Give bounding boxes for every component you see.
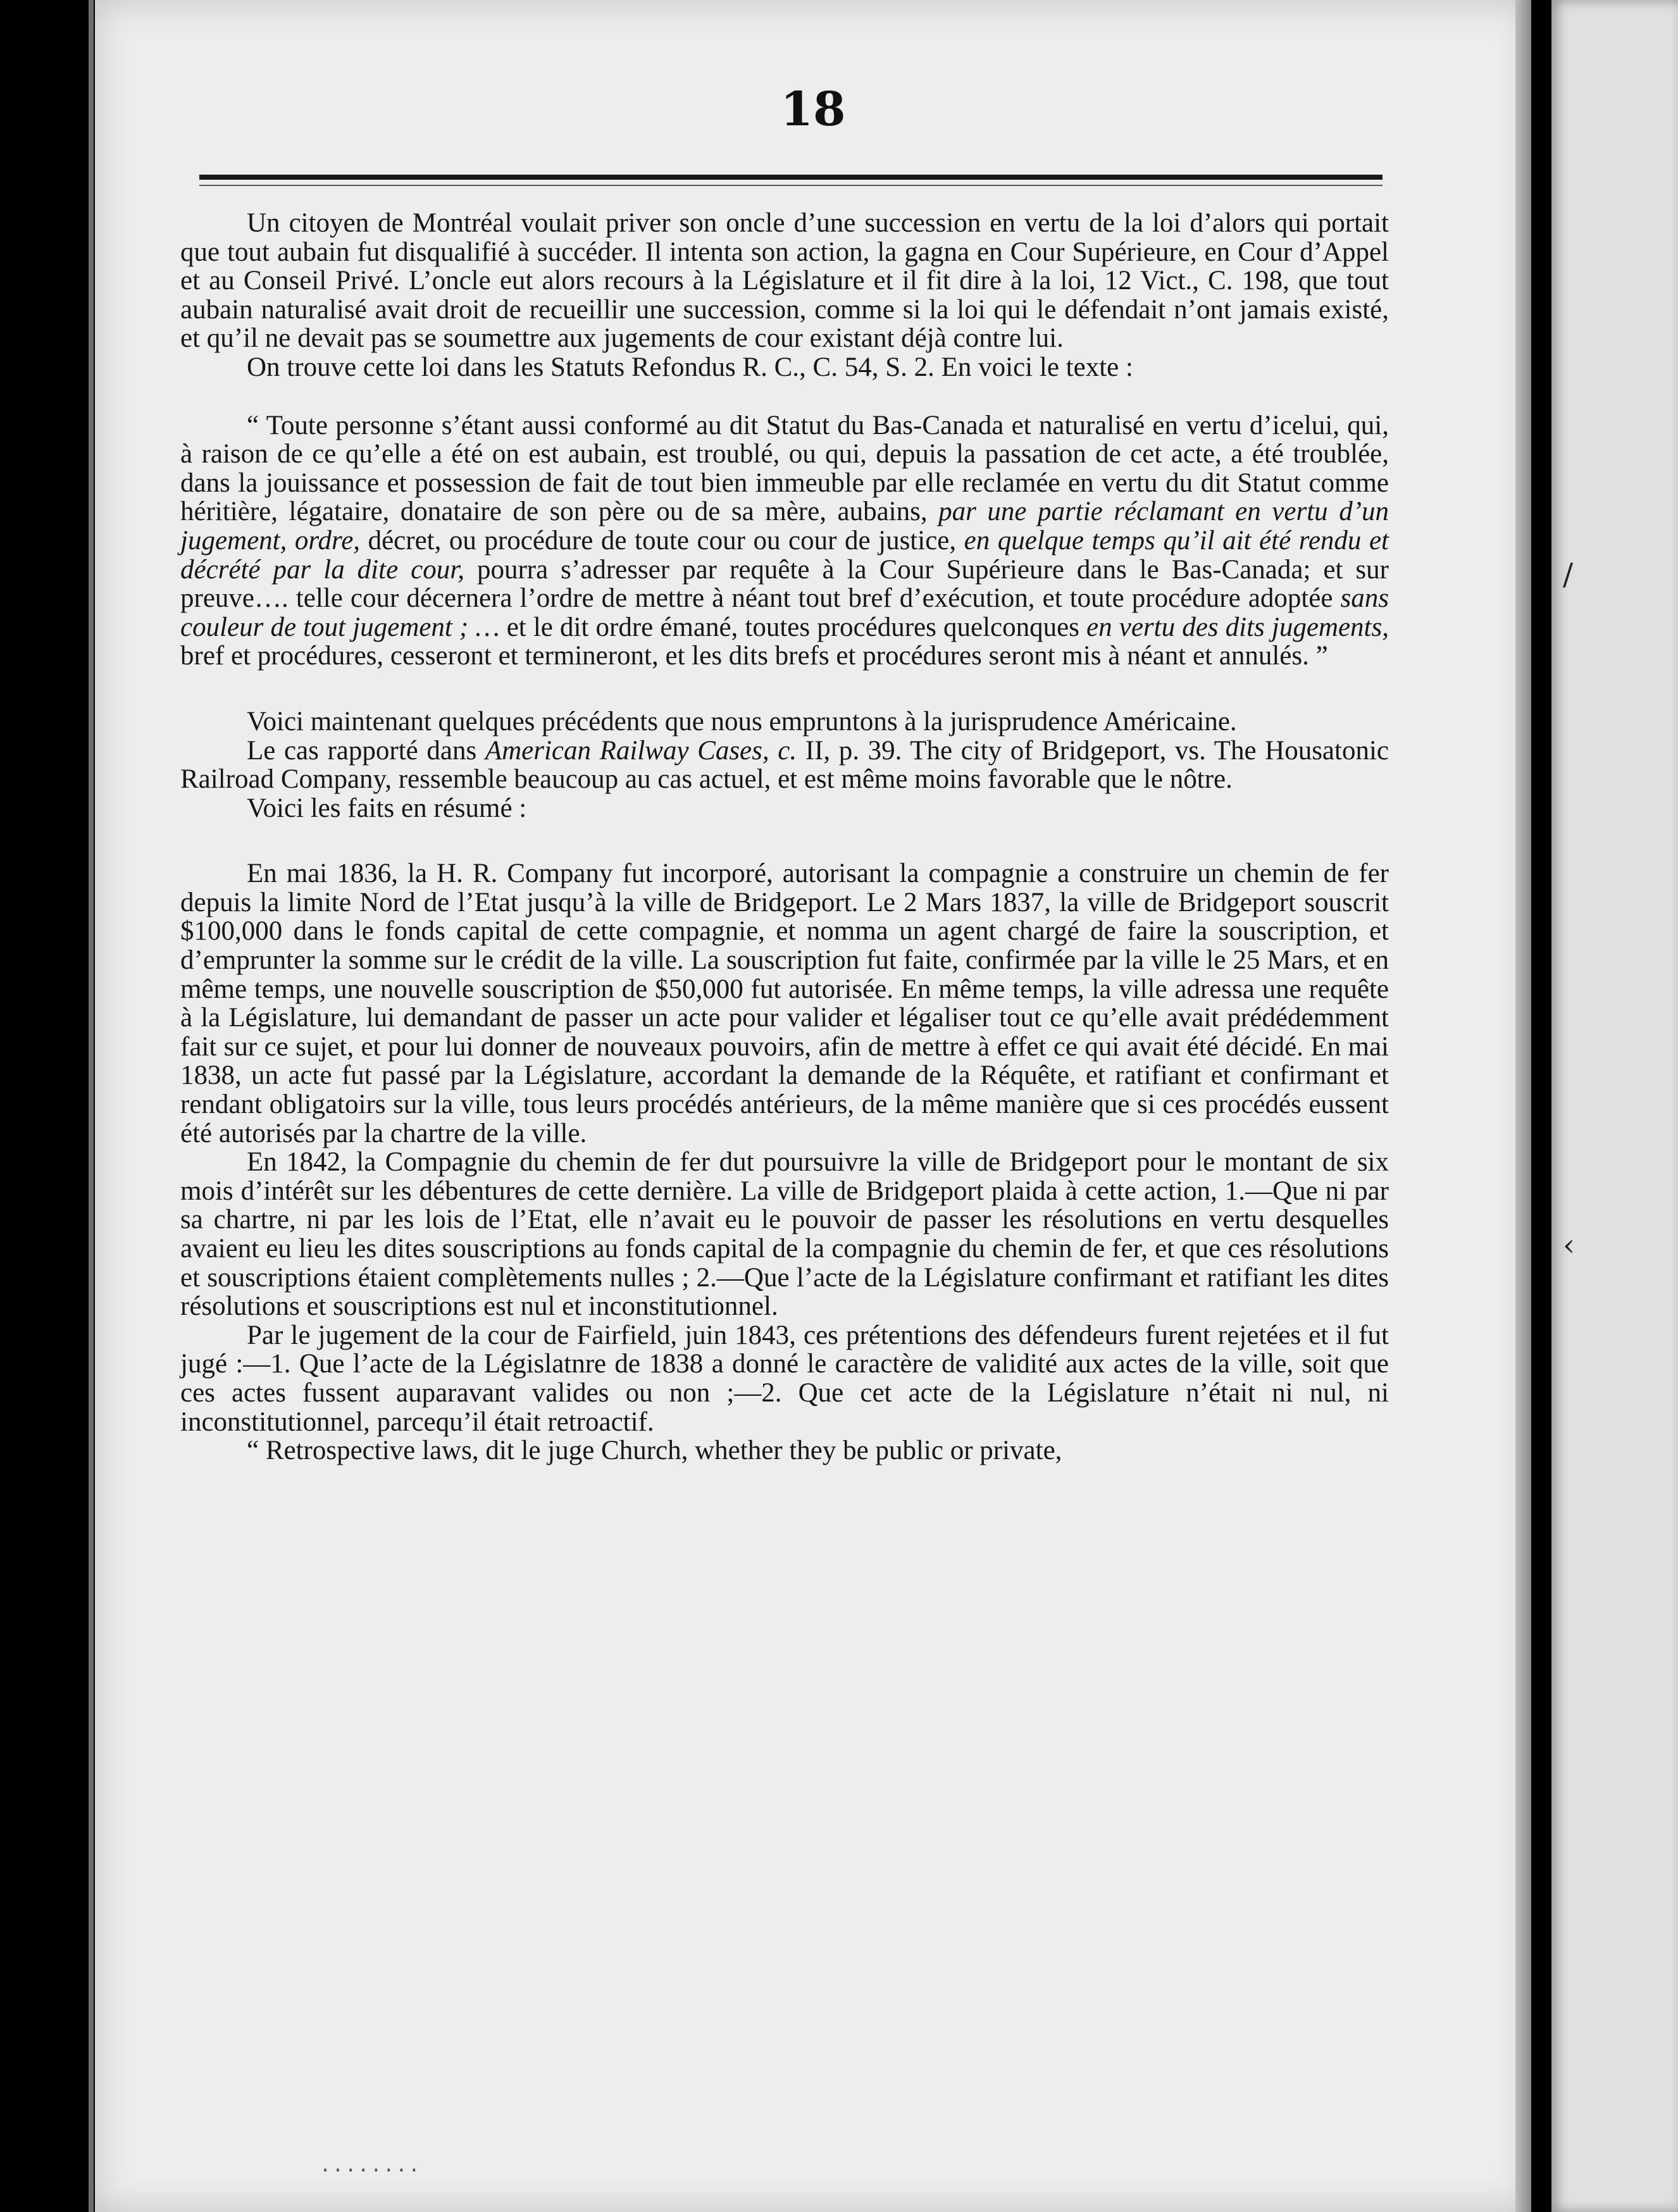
quote-italic-h: en vertu des dits jugements, [1086,612,1389,642]
paragraph-1842: En 1842, la Compagnie du chemin de fer dut poursuivre la ville de Bridgeport pour le montant de six mois d’intérêt sur les débentures de cette dernière. La ville de Bridgeport plaida à cette action, 1.—Que ni par sa chartre, ni par les lois de l’Etat, elle n’avait eu le pouvoir de passer les résolutions en vertu desquelles avaient eu lieu les dites souscriptions au fonds capital de la compagnie du chemin de fer, et que ces résolutions et souscriptions étaient complètements nulles ; 2.—Que l’acte de la Législature confirmant et ratifiant les dites résolutions et souscriptions est nul et inconstitutionnel. [180,1147,1389,1322]
quote-part-c: décret, ou procédure de toute cour ou cour de justice, [368,525,957,556]
adjacent-page-edge [1551,0,1678,2212]
footer-mark: ........ [320,2154,421,2177]
document-page [95,0,1531,2212]
railway-part-c: II, p. 39. The city of Bridgeport, vs. The Housatonic Railroad Company, ressemble beaucoup au cas actuel, et est même moins favorable que le nôtre. [180,735,1389,795]
quote-part-i: bref et procédures, cesseront et termineront, et les dits brefs et procédures seront mis à néant et annulés. ” [180,641,1328,671]
paragraph-church: “ Retrospective laws, dit le juge Church, whether they be public or private, [247,1436,1062,1466]
scan-border-left [0,0,95,2212]
railway-italic: American Railway Cases, c. [485,735,797,766]
quote-part-a: “ Toute personne s’étant aussi conformé au dit Statut du Bas-Canada et naturalisé en vertu d’icelui, qui, à raison de ce qu’elle a été on est aubain, est troublé, ou qui, depuis la passation de cet acte, a été troublée, dans la jouissance et possession de fait de tout bien immeuble par elle reclamée en vertu du dit Statut comme héritière, légataire, donataire de son père ou de sa mère, aubains, [180,410,1389,527]
quote-italic-d: en quelque temps qu’il ait été rendu et décrété par la dite cour, [180,525,1389,585]
quote-italic-b: par une partie réclamant en vertu d’un jugement, ordre, [180,497,1389,556]
margin-mark-slash: / [1563,557,1574,592]
paragraph-1836: En mai 1836, la H. R. Company fut incorporé, autorisant la compagnie a construire un chemin de fer depuis la limite Nord de l’Etat jusqu’à la ville de Bridgeport. Le 2 Mars 1837, la ville de Bridgeport souscrit $100,000 dans le fonds capital de cette compagnie, et nomma un agent chargé de faire la souscription, et d’emprunter la somme sur le crédit de la ville. La souscription fut faite, confirmée par la ville le 25 Mars, et en même temps, une nouvelle souscription de $50,000 fut autorisée. En même temps, la ville adressa une requête à la Législature, lui demandant de passer un acte pour valider et légaliser tout ce qu’elle avait prédédemment fait sur ce sujet, et pour lui donner de nouveaux pouvoirs, afin de mettre à effet ce qui avait été décidé. En mai 1838, un acte fut passé par la Législature, accordant la demande de la Réquête, et ratifiant et confirmant et rendant obligatoirs sur la ville, tous leurs procédés antérieurs, de la même manière que si ces procédés eussent été autorisés par la chartre de la ville. [180,859,1389,1148]
body-text [180,209,1389,1465]
margin-mark-arrow: ‹ [1563,1227,1575,1263]
page-edge-shadow [1515,0,1531,2212]
statute-quote [180,411,1389,671]
paragraph-fairfield: Par le jugement de la cour de Fairfield, juin 1843, ces prétentions des défendeurs furent rejetées et il fut jugé :—1. Que l’acte de la Législatnre de 1838 a donné le caractère de validité aux actes de la ville, soit que ces actes fussent auparavant valides ou non ;—2. Que cet acte de la Législature n’était ni nul, ni inconstitutionnel, parcequ’il était retroactif. [180,1320,1389,1437]
page-number: 18 [780,82,846,137]
quote-italic-f: sans couleur de tout jugement ; … [180,583,1389,642]
paragraph-railway-cases [180,736,1389,794]
quote-part-e: pourra s’adresser par requête à la Cour Supérieure dans le Bas-Canada; et sur preuve…. telle cour décernera l’ordre de mettre à néant tout bref d’exécution, et toute procédure adoptée [180,554,1389,614]
scan-edge-line [89,0,94,2212]
railway-part-a: Le cas rapporté dans [247,735,477,766]
quote-part-g: et le dit ordre émané, toutes procédures quelconques [506,612,1079,642]
paragraph-precedents: Voici maintenant quelques précédents que nous empruntons à la jurisprudence Américaine. [247,706,1237,736]
header-rule [199,175,1383,180]
binding-gutter [1531,0,1551,2212]
header-rule-thin [199,185,1383,186]
paragraph-statuts: On trouve cette loi dans les Statuts Refondus R. C., C. 54, S. 2. En voici le texte : [247,352,1133,382]
paragraph-resume: Voici les faits en résumé : [247,793,527,823]
paragraph-citoyen: Un citoyen de Montréal voulait priver son oncle d’une succession en vertu de la loi d’alors qui portait que tout aubain fut disqualifié à succéder. Il intenta son action, la gagna en Cour Supérieure, en Cour d’Appel et au Conseil Privé. L’oncle eut alors recours à la Législature et il fit dire à la loi, 12 Vict., C. 198, que tout aubain naturalisé avait droit de recueillir une succession, comme si la loi qui le défendait n’ont jamais existé, et qu’il ne devait pas se soumettre aux jugements de cour existant déjà contre lui. [180,208,1389,354]
